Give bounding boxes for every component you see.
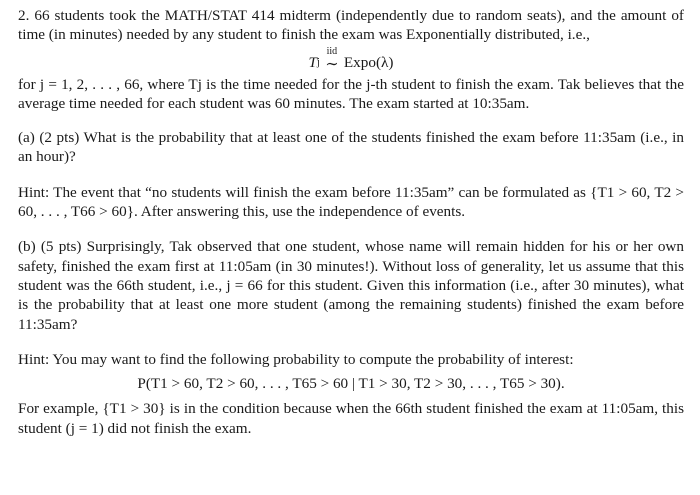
iid-label: iid — [326, 45, 338, 57]
tilde-icon: ∼ — [325, 55, 339, 73]
eq-var-subscript: j — [316, 57, 320, 69]
problem-document — [18, 6, 684, 438]
problem-context: for j = 1, 2, . . . , 66, where Tj is the time needed for the j-th student to finish the exam. Tak believes that the average time needed for each student was 60 minutes. The exam started at 10:35am. — [18, 75, 684, 112]
eq-var: T — [308, 54, 317, 72]
part-b-hint-intro: Hint: You may want to find the following probability to compute the probability of interest: — [18, 350, 574, 368]
iid-tilde-symbol — [323, 45, 341, 73]
part-b-hint-equation: P(T1 > 60, T2 > 60, . . . , T65 > 60 | T1 > 30, T2 > 30, . . . , T65 > 30). — [137, 375, 565, 393]
part-a-question: (a) (2 pts) What is the probability that at least one of the students finished the exam before 11:35am (i.e., in an hour)? — [18, 129, 684, 166]
problem-intro: 2. 66 students took the MATH/STAT 414 midterm (independently due to random seats), and the amount of time (in minutes) needed by any student to finish the exam was Exponentially distributed, i.e., — [18, 7, 684, 44]
part-b-example: For example, {T1 > 30} is in the condition because when the 66th student finished the exam at 11:05am, this student (j = 1) did not finish the exam. — [18, 400, 684, 437]
eq-rhs: Expo(λ) — [343, 54, 394, 72]
part-a-hint: Hint: The event that “no students will finish the exam before 11:35am” can be formulated as {T1 > 60, T2 > 60, . . . , T66 > 60}. After answering this, use the independence of events. — [18, 183, 684, 221]
distribution-equation — [18, 45, 684, 75]
part-b-question: (b) (5 pts) Surprisingly, Tak observed that one student, whose name will remain hidden for his or her own safety, finished the exam first at 11:05am (in 30 minutes!). Without loss of generality, let us assume that this student was the 66th student, i.e., j = 66 for this student. Given this information (i.e., after 30 minutes), what is the probability that at least one more student (among the remaining students) finished the exam before 11:35am? — [18, 238, 684, 333]
